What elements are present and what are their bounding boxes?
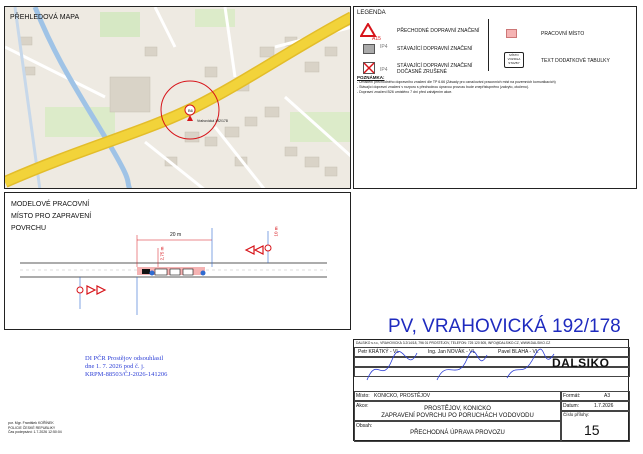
name-3: Pavel BLAHA - VL — [498, 349, 539, 355]
cancelled-sign-icon — [363, 62, 375, 74]
warning-triangle-icon — [360, 23, 376, 37]
police-stamp — [85, 355, 167, 379]
akce-label: Akce: — [356, 403, 369, 409]
map-sign-code: B6 — [188, 108, 193, 113]
legend-code-a15: A15 — [372, 36, 381, 42]
model-panel — [4, 192, 351, 330]
big-title: PV, VRAHOVICKÁ 192/178 — [388, 316, 621, 337]
signature-note — [8, 421, 62, 435]
map-title: PŘEHLEDOVÁ MAPA — [10, 14, 80, 21]
stamp-line-3: KRPM-88503/ČJ-2026-141206 — [85, 371, 168, 378]
legend-divider — [488, 19, 489, 71]
misto-label: Místo: — [356, 393, 370, 399]
dim-275m: 2,75 m — [159, 246, 165, 261]
model-title-2: MÍSTO PRO ZAPRAVENÍ — [11, 213, 92, 220]
akce-line-1: PROSTĚJOV, KONICKO — [424, 406, 491, 412]
signature-line-3: Čas podepsání: 1.7.2026 12:50:04 — [8, 430, 62, 434]
model-diagram — [5, 193, 352, 331]
note-1: - Umístění přechodného dopravního značení dle TP 6.66 (Zásady pro označování pracovních míst na pozemních komunikacích) — [357, 80, 556, 84]
dim-10m: 10 m — [273, 226, 279, 237]
work-area-swatch — [506, 29, 517, 38]
legend-panel — [353, 6, 637, 189]
note-3: - Dopravní značení B26 umístěno 7 dní před zahájením akce. — [357, 90, 453, 94]
company-header: DALSIKO s.r.o., VRAHOVICKÁ 3.2/14/18, 796 01 PROSTĚJOV, TELEFON: 725 120 505, INFO@DALSIKO.CZ, WWW.DALSIKO.CZ — [356, 341, 551, 345]
legend-code-ip4-b: IP4 — [380, 67, 388, 73]
model-title-3: POVRCHU — [11, 225, 47, 232]
akce-line-2: ZAPRAVENÍ POVRCHU PO PORUCHÁCH VODOVODU — [381, 413, 534, 419]
stamp-line-1: DI PČR Prostějov odsouhlasil — [85, 355, 164, 362]
map-pin-label: Vrahovická 192/178 — [197, 119, 228, 123]
legend-item-cancelled: STÁVAJÍCÍ DOPRAVNÍ ZNAČENÍ DOČASNĚ ZRUŠENÉ — [397, 63, 473, 75]
priloha-number: 15 — [584, 422, 600, 438]
legend-item-temp: PŘECHODNÉ DOPRAVNÍ ZNAČENÍ — [397, 28, 480, 34]
obsah-value: PŘECHODNÁ ÚPRAVA PROVOZU — [410, 430, 505, 436]
misto-value: KONICKO, PROSTĚJOV — [374, 393, 431, 399]
notes-title: POZNÁMKA: — [357, 75, 385, 80]
note-2: - Stávající dopravní značení v rozporu s přechodnou úpravou provozu bude znepřístupněno (zakryto, otočeno). — [357, 85, 529, 89]
signatures — [362, 345, 562, 393]
cislo-label: Číslo přílohy: — [563, 412, 590, 417]
name-1: Petr KRÁTKÝ - VL — [358, 349, 400, 355]
name-2: Ing. Jan NOVÁK - VL — [428, 349, 476, 355]
overview-map[interactable] — [4, 6, 351, 189]
legend-extra-table: TEXT DODATKOVÉ TABULKY — [541, 58, 610, 64]
model-title-1: MODELOVÉ PRACOVNÍ — [11, 201, 90, 208]
map-graphic — [5, 7, 351, 189]
existing-sign-icon — [363, 44, 375, 54]
legend-work-area: PRACOVNÍ MÍSTO — [541, 31, 585, 37]
extra-table-sample: MÍSTO VOZIDLA STAVBY — [504, 52, 524, 68]
format-label: Formát: — [563, 393, 581, 399]
format-value: A3 — [604, 393, 611, 399]
datum-value: 1.7.2026 — [594, 403, 614, 409]
datum-label: Datum: — [563, 403, 580, 409]
stamp-line-2: dne 1. 7. 2026 pod č. j. — [85, 363, 145, 370]
legend-title: LEGENDA — [357, 10, 386, 16]
signature-line-1: por. Mgr. František KOŘÍNEK — [8, 421, 54, 425]
signature-line-2: POLICIE ČESKÉ REPUBLIKY — [8, 425, 56, 430]
brand-logo: DALSIKO — [552, 356, 610, 370]
legend-code-ip4: IP4 — [380, 44, 388, 50]
title-block — [353, 339, 629, 441]
legend-item-existing: STÁVAJÍCÍ DOPRAVNÍ ZNAČENÍ — [397, 46, 473, 52]
obsah-label: Obsah: — [356, 423, 373, 429]
dim-20m: 20 m — [170, 232, 182, 238]
